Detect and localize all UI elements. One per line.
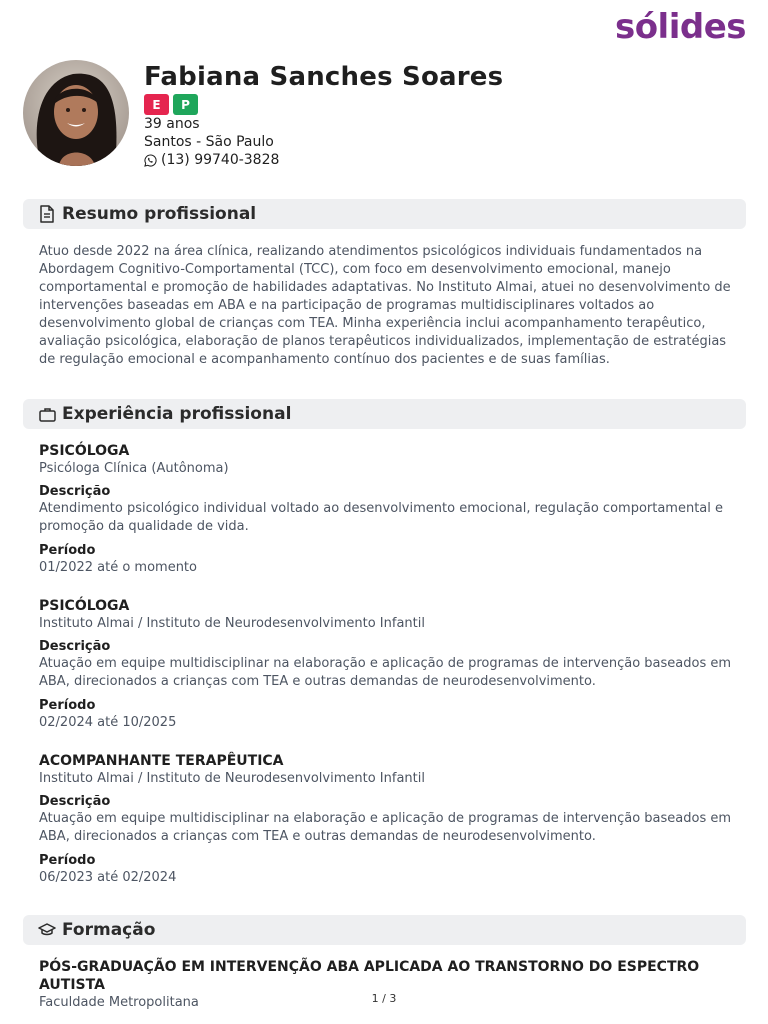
company-name: Instituto Almai / Instituto de Neurodesenvolvimento Infantil (39, 616, 425, 631)
phone-number: (13) 99740-3828 (161, 152, 280, 168)
badges (144, 94, 503, 115)
course-title: PÓS-GRADUAÇÃO EM INTERVENÇÃO ABA APLICADA AO TRANSTORNO DO ESPECTRO AUTISTA (39, 959, 700, 993)
description-label: Descrição (39, 484, 111, 499)
experience-item (39, 597, 739, 732)
profile-photo (23, 60, 129, 166)
description-label: Descrição (39, 639, 111, 654)
institution-name: Faculdade Metropolitana (39, 995, 199, 1010)
experience-item (39, 752, 739, 887)
candidate-name: Fabiana Sanches Soares (144, 62, 504, 92)
period-text: 02/2024 até 10/2025 (39, 715, 177, 730)
company-name: Psicóloga Clínica (Autônoma) (39, 461, 229, 476)
description-text: Atuação em equipe multidisciplinar na elaboração e aplicação de programas de intervenção baseados em ABA, direcionados a crianças com TEA e outras demandas de neurodesenvolvimento. (39, 656, 732, 689)
section-title-experience: Experiência profissional (62, 404, 292, 424)
description-text: Atendimento psicológico individual voltado ao desenvolvimento emocional, regulação comportamental e promoção da qualidade de vida. (39, 501, 724, 534)
period-label: Período (39, 543, 96, 558)
section-title-education: Formação (62, 920, 156, 940)
document-icon (38, 205, 56, 223)
period-label: Período (39, 698, 96, 713)
period-text: 06/2023 até 02/2024 (39, 870, 177, 885)
summary-text: Atuo desde 2022 na área clínica, realizando atendimentos psicológicos individuais fundamentados na Abordagem Cognitivo-Comportamental (TCC), com foco em desenvolvimento emocional, manejo comportamental e promoção de habilidades adaptativas. No Instituto Almai, atuei no desenvolvimento de intervenções baseadas em ABA e na participação de programas multidisciplinares voltados ao desenvolvimento global de crianças com TEA. Minha experiência inclui acompanhamento terapêutico, avaliação psicológica, elaboração de planos terapêuticos individualizados, implementação de estratégias de regulação emocional e acompanhamento contínuo dos pacientes e de suas famílias. (39, 244, 731, 367)
page-number: 1 / 3 (371, 992, 397, 1005)
job-title: ACOMPANHANTE TERAPÊUTICA (39, 753, 284, 769)
section-header-experience (23, 399, 746, 429)
description-text: Atuação em equipe multidisciplinar na elaboração e aplicação de programas de intervenção baseados em ABA, direcionados a crianças com TEA e outras demandas de neurodesenvolvimento. (39, 811, 732, 844)
graduation-cap-icon (38, 921, 56, 939)
period-label: Período (39, 853, 96, 868)
section-header-education (23, 915, 746, 945)
profile-block (144, 60, 503, 169)
description-label: Descrição (39, 794, 111, 809)
age: 39 anos (144, 116, 200, 132)
section-title-summary: Resumo profissional (62, 204, 257, 224)
job-title: PSICÓLOGA (39, 598, 130, 614)
section-header-summary (23, 199, 746, 229)
job-title: PSICÓLOGA (39, 443, 130, 459)
badge-e: E (144, 94, 169, 115)
location: Santos - São Paulo (144, 134, 274, 150)
company-name: Instituto Almai / Instituto de Neurodesenvolvimento Infantil (39, 771, 425, 786)
avatar (23, 60, 129, 166)
experience-item (39, 442, 739, 577)
phone-line[interactable] (144, 151, 503, 169)
briefcase-icon (38, 405, 56, 423)
whatsapp-icon (144, 154, 157, 167)
period-text: 01/2022 até o momento (39, 560, 197, 575)
badge-p: P (173, 94, 198, 115)
solides-logo: sólides (614, 7, 746, 47)
